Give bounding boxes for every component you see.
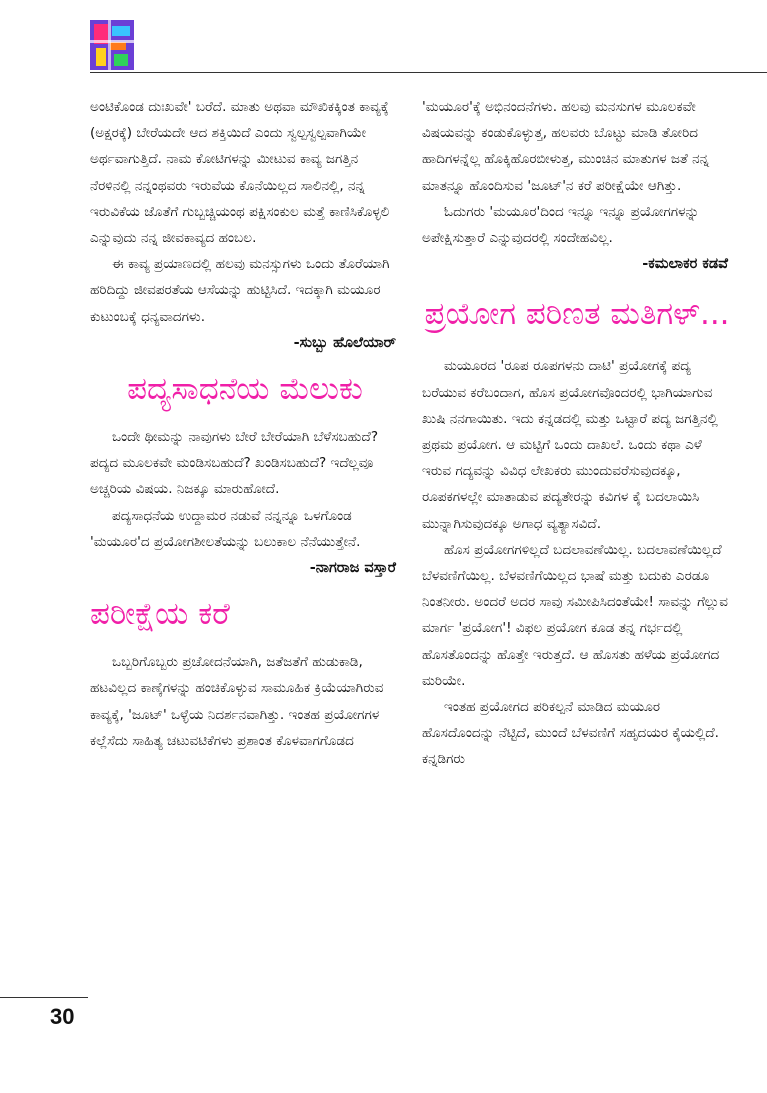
- header-rule: [90, 72, 767, 73]
- heading-pareekshe: ಪರೀಕ್ಷೆಯ ಕರೆ: [90, 596, 230, 633]
- left-paragraph-2: ಈ ಕಾವ್ಯ ಪ್ರಯಾಣದಲ್ಲಿ ಹಲವು ಮನಸ್ಸುಗಳು ಒಂದು ತೊರೆಯಾಗಿ ಹರಿದಿದ್ದು ಜೀವಪರತೆಯ ಆಸೆಯನ್ನು ಹುಟ್ಟಿಸಿದೆ. ಇದಕ್ಕಾಗಿ ಮಯೂರ ಕುಟುಂಬಕ್ಕೆ ಧನ್ಯವಾದಗಳು.: [90, 256, 390, 325]
- left-column: [90, 94, 400, 754]
- right-paragraph-2: ಓದುಗರು 'ಮಯೂರ'ದಿಂದ ಇನ್ನೂ ಇನ್ನೂ ಪ್ರಯೋಗಗಳನ್ನು ಅಪೇಕ್ಷಿಸುತ್ತಾರೆ ಎನ್ನುವುದರಲ್ಲಿ ಸಂದೇಹವಿಲ್ಲ.: [422, 203, 700, 247]
- magazine-logo-icon: [90, 20, 134, 70]
- right-column: [422, 94, 732, 773]
- heading-prayoga: ಪ್ರಯೋಗ ಪರಿಣತ ಮತಿಗಳ್...: [424, 296, 730, 333]
- left-paragraph-1: ಅಂಟಿಕೊಂಡ ದುಃಖವೇ' ಬರೆದೆ. ಮಾತು ಅಥವಾ ಮೌಖಿಕಕ್ಕಿಂತ ಕಾವ್ಯಕ್ಕೆ (ಅಕ್ಷರಕ್ಕೆ) ಬೇರೆಯದೇ ಆದ ಶಕ್ತಿಯಿದೆ ಎಂದು ಸ್ವಲ್ಪಸ್ವಲ್ಪವಾಗಿಯೇ ಅರ್ಥವಾಗುತ್ತಿದೆ. ನಾಮ ಕೋಟಿಗಳನ್ನು ಮೀಟುವ ಕಾವ್ಯ ಜಗತ್ತಿನ ನೆರಳಿನಲ್ಲಿ ನನ್ನಂಥವರು ಇರುವೆಯ ಕೊನೆಯಿಲ್ಲದ ಸಾಲಿನಲ್ಲಿ, ನನ್ನ ಇರುವಿಕೆಯ ಜೊತೆಗೆ ಗುಬ್ಬಚ್ಚಿಯಂಥ ಪಕ್ಷಿಸಂಕುಲ ಮತ್ತೆ ಕಾಣಿಸಿಕೊಳ್ಳಲಿ ಎನ್ನುವುದು ನನ್ನ ಜೀವಕಾವ್ಯದ ಹಂಬಲ.: [90, 99, 390, 247]
- right-paragraph-4: ಹೊಸ ಪ್ರಯೋಗಗಳಿಲ್ಲದೆ ಬದಲಾವಣೆಯಿಲ್ಲ. ಬದಲಾವಣೆಯಿಲ್ಲದೆ ಬೆಳವಣಿಗೆಯಿಲ್ಲ. ಬೆಳವಣಿಗೆಯಿಲ್ಲದ ಭಾಷೆ ಮತ್ತು ಬದುಕು ಎರಡೂ ನಿಂತನೀರು. ಅಂದರೆ ಅದರ ಸಾವು ಸಮೀಪಿಸಿದಂತೆಯೇ! ಸಾವನ್ನು ಗೆಲ್ಲುವ ಮಾರ್ಗ 'ಪ್ರಯೋಗ'! ವಿಫಲ ಪ್ರಯೋಗ ಕೂಡ ತನ್ನ ಗರ್ಭದಲ್ಲಿ ಹೊಸತೊಂದನ್ನು ಹೊತ್ತೇ ಇರುತ್ತದೆ. ಆ ಹೊಸತು ಹಳೆಯ ಪ್ರಯೋಗದ ಮರಿಯೇ.: [422, 541, 729, 689]
- heading-padyasadhaneya: ಪದ್ಯಸಾಧನೆಯ ಮೆಲುಕು: [127, 371, 363, 408]
- footer-rule: [0, 997, 88, 998]
- page-number: 30: [50, 1004, 75, 1029]
- right-paragraph-3: ಮಯೂರದ 'ರೂಪ ರೂಪಗಳನು ದಾಟಿ' ಪ್ರಯೋಗಕ್ಕೆ ಪದ್ಯ ಬರೆಯುವ ಕರೆಬಂದಾಗ, ಹೊಸ ಪ್ರಯೋಗವೊಂದರಲ್ಲಿ ಭಾಗಿಯಾಗುವ ಖುಷಿ ನನಗಾಯಿತು. ಇದು ಕನ್ನಡದಲ್ಲಿ ಮತ್ತು ಒಟ್ಟಾರೆ ಪದ್ಯ ಜಗತ್ತಿನಲ್ಲಿ ಪ್ರಥಮ ಪ್ರಯೋಗ. ಆ ಮಟ್ಟಿಗೆ ಒಂದು ದಾಖಲೆ. ಒಂದು ಕಥಾ ಎಳೆ ಇರುವ ಗದ್ಯವನ್ನು ವಿವಿಧ ಲೇಖಕರು ಮುಂದುವರೆಸುವುದಕ್ಕೂ, ರೂಪಕಗಳಲ್ಲೇ ಮಾತಾಡುವ ಪದ್ಯತೇರನ್ನು ಕವಿಗಳ ಕೈ ಬದಲಾಯಿಸಿ ಮುನ್ನಾಗಿಸುವುದಕ್ಕೂ ಅಗಾಧ ವ್ಯತ್ಯಾಸವಿದೆ.: [422, 358, 718, 532]
- right-paragraph-1: 'ಮಯೂರ'ಕ್ಕೆ ಅಭಿನಂದನೆಗಳು. ಹಲವು ಮನಸುಗಳ ಮೂಲಕವೇ ವಿಷಯವನ್ನು ಕಂಡುಕೊಳ್ಳುತ್ತ, ಹಲವರು ಬೊಟ್ಟು ಮಾಡಿ ತೋರಿದ ಹಾದಿಗಳನ್ನೆಲ್ಲ ಹೊಕ್ಕಿಹೊರಬೀಳುತ್ತ, ಮುಂಚಿನ ಮಾತುಗಳ ಜತೆ ನನ್ನ ಮಾತನ್ನೂ ಹೊಂದಿಸುವ 'ಜೂಟ್'ನ ಕರೆ ಪರೀಕ್ಷೆಯೇ ಆಗಿತ್ತು.: [422, 99, 710, 194]
- signature-subbu: -ಸುಬ್ಬು ಹೊಲೆಯಾರ್: [293, 334, 396, 351]
- signature-nagaraja: -ನಾಗರಾಜ ವಸ್ತಾರೆ: [309, 560, 396, 577]
- right-paragraph-5: ಇಂತಹ ಪ್ರಯೋಗದ ಪರಿಕಲ್ಪನೆ ಮಾಡಿದ ಮಯೂರ ಹೊಸದೊಂದನ್ನು ನೆಟ್ಟಿದೆ, ಮುಂದೆ ಬೆಳವಣಿಗೆ ಸಹೃದಯರ ಕೈಯಲ್ಲಿದೆ. ಕನ್ನಡಿಗರು: [422, 699, 719, 768]
- left-paragraph-5: ಒಬ್ಬರಿಗೊಬ್ಬರು ಪ್ರಚೋದನೆಯಾಗಿ, ಜತೆಜತೆಗೆ ಹುಡುಕಾಡಿ, ಹಟವಿಲ್ಲದ ಕಾಣ್ಕೆಗಳನ್ನು ಹಂಚಿಕೊಳ್ಳುವ ಸಾಮೂಹಿಕ ಕ್ರಿಯೆಯಾಗಿರುವ ಕಾವ್ಯಕ್ಕೆ, 'ಜೂಟ್' ಒಳ್ಳೆಯ ನಿದರ್ಶನವಾಗಿತ್ತು. ಇಂತಹ ಪ್ರಯೋಗಗಳ ಕಲ್ಲೆಸೆದು ಸಾಹಿತ್ಯ ಚಟುವಟಿಕೆಗಳು ಪ್ರಶಾಂತ ಕೊಳವಾಗಗೊಡದ: [90, 654, 384, 749]
- signature-kamalakara: -ಕಮಲಾಕರ ಕಡವೆ: [642, 256, 728, 273]
- left-paragraph-3: ಒಂದೇ ಥೀಮನ್ನು ನಾವುಗಳು ಬೇರೆ ಬೇರೆಯಾಗಿ ಬೆಳೆಸಬಹುದೆ? ಪದ್ಯದ ಮೂಲಕವೇ ಮಂಡಿಸಬಹುದೆ? ಖಂಡಿಸಬಹುದೆ? ಇದೆಲ್ಲವೂ ಅಚ್ಚರಿಯ ವಿಷಯ. ನಿಜಕ್ಕೂ ಮಾರುಹೋದೆ.: [90, 429, 379, 498]
- left-paragraph-4: ಪದ್ಯಸಾಧನೆಯ ಉದ್ದಾಮರ ನಡುವೆ ನನ್ನನ್ನೂ ಒಳಗೊಂಡ 'ಮಯೂರ'ದ ಪ್ರಯೋಗಶೀಲತೆಯನ್ನು ಬಲುಕಾಲ ನೆನೆಯುತ್ತೇನೆ.: [90, 507, 361, 550]
